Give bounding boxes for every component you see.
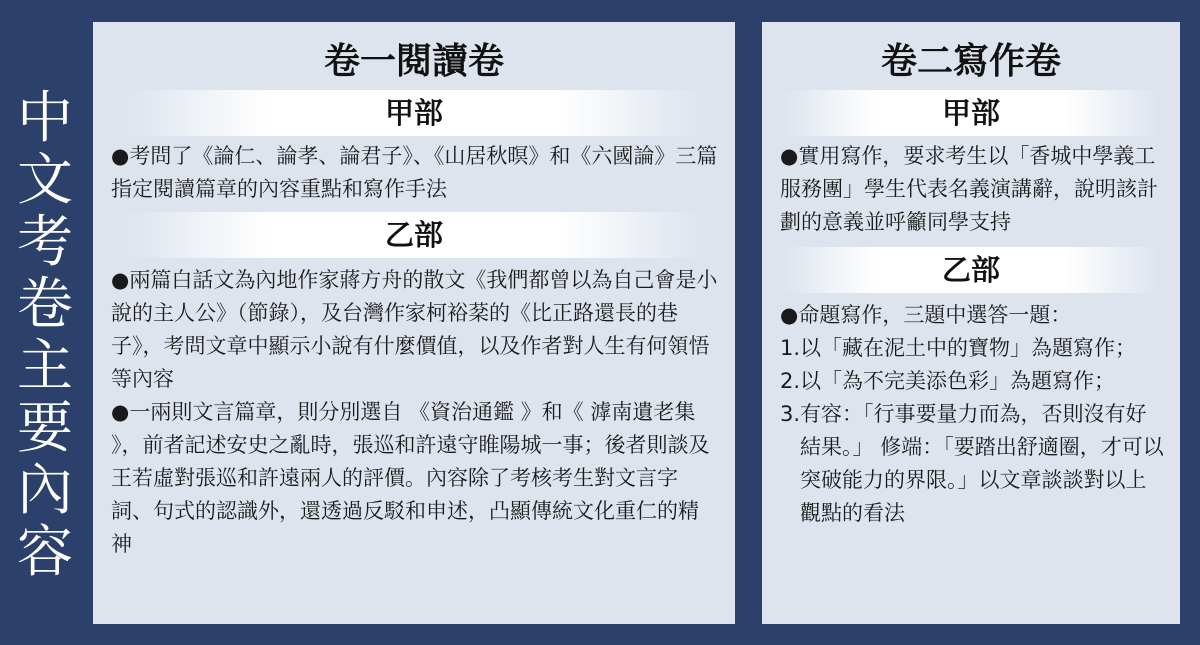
paper2-part-a-text: ●實用寫作，要求考生以「香城中學義工服務團」學生代表名義演講辭，說明該計劃的意義並呼籲同學支持: [780, 144, 1158, 234]
list-item-number: 1.: [780, 336, 801, 360]
side-title-char: 要: [17, 396, 73, 461]
list-item-number: 2.: [780, 369, 801, 393]
side-title-char: 文: [17, 148, 73, 213]
list-item-text: 以「藏在泥土中的寶物」為題寫作；: [800, 336, 1137, 360]
paper1-part-a-heading: 甲部: [124, 90, 704, 136]
side-title-char: 考: [17, 210, 73, 275]
paper1-panel: [93, 22, 735, 624]
paper1-part-b-text2: ●一兩則文言篇章，則分別選自 《資治通鑑 》和《 滹南遺老集 》，前者記述安史之亂時，張巡和許遠守睢陽城一事；後者則談及王若虛對張巡和許遠兩人的評價。內容除了考核考生對文言字詞、句式的認識外，還透過反駁和申述，凸顯傳統文化重仁的精神: [111, 400, 710, 556]
list-item-text: 以「為不完美添色彩」為題寫作；: [800, 369, 1116, 393]
paper2-title: 卷二寫作卷: [880, 41, 1061, 82]
paper2-part-a-heading: 甲部: [781, 90, 1161, 136]
side-title: [14, 88, 76, 584]
side-title-char: 容: [17, 520, 73, 585]
list-item: [762, 398, 1180, 530]
list-item: [762, 365, 1180, 398]
paper1-title: 卷一閱讀卷: [323, 41, 504, 82]
paper2-part-b-heading: 乙部: [781, 247, 1161, 293]
paper2-panel: [762, 22, 1180, 624]
side-title-char: 卷: [17, 272, 73, 337]
list-item: [762, 332, 1180, 365]
paper1-part-b-text1: ●兩篇白話文為內地作家蔣方舟的散文《我們都曾以為自己會是小說的主人公》（節錄），及台灣作家柯裕棻的《比正路還長的巷子》，考問文章中顯示小說有什麼價值，以及作者對人生有何領悟等內容: [111, 268, 718, 391]
side-title-char: 中: [17, 86, 73, 151]
paper2-part-b-intro: ●命題寫作，三題中選答一題：: [780, 303, 1072, 327]
paper1-part-b-heading: 乙部: [124, 212, 704, 258]
paper1-part-a-text: ●考問了《論仁、論孝、論君子》、《山居秋暝》和《六國論》三篇指定閱讀篇章的內容重點和寫作手法: [111, 144, 718, 201]
list-item-number: 3.: [780, 402, 801, 426]
side-title-char: 主: [17, 334, 73, 399]
list-item-text: 有容：「行事要量力而為，否則沒有好結果。」 修端：「要踏出舒適圈，才可以突破能力的界限。」以文章談談對以上觀點的看法: [800, 402, 1164, 525]
side-title-char: 內: [17, 458, 73, 523]
